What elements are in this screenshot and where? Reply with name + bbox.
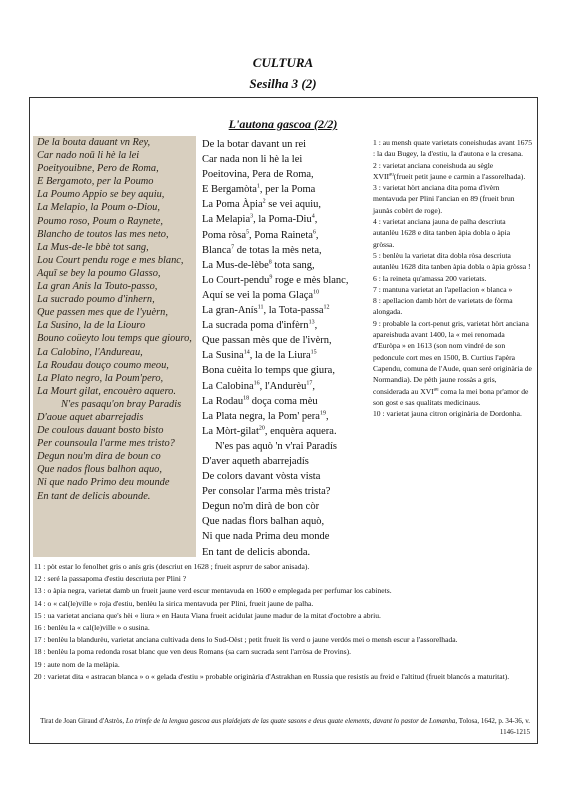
poem-line [202, 152, 370, 167]
footnote [34, 585, 534, 597]
poem-text: , l'Andurèu [259, 380, 307, 392]
footnote-ref: 7 [231, 244, 235, 251]
poem-text: Poma ròsa [202, 229, 247, 241]
footnote-text: 10 : varietat jauna citron originària de Dordonha. [373, 409, 522, 419]
footnote-ref: 2 [262, 198, 266, 205]
poem-text: doça coma mèu [249, 395, 318, 407]
poem-text: , [314, 214, 318, 226]
footnote-text: 17 : benlèu la blandurèu, varietat anciana cultivada dens lo Sud-Oèst ; petit frueit lis verd o jaune verdós mei o mensh escur a l'assorelhada. [34, 635, 458, 645]
scan-line: Per counsoula l'arme mes tristo? [37, 438, 175, 450]
scan-line: E Bergamoto, per la Poumo [37, 176, 154, 188]
footnote [34, 659, 534, 671]
original-text-scan [33, 136, 196, 557]
scan-line: La Plato negro, la Poum'pero, [37, 372, 164, 384]
poem-line [202, 333, 370, 348]
poem-text: La Plata negra, la Pom' pera [202, 410, 320, 422]
poem-text: La Mus-de-lèbe [202, 259, 269, 271]
poem-line [202, 514, 370, 529]
footnote [34, 634, 534, 646]
scan-line: Car nado noū li hè la lei [37, 150, 140, 162]
footnote-ref: 20 [258, 425, 265, 432]
footnote-text: 12 : seré la passapoma d'estiu descriuta per Plini ? [34, 574, 187, 584]
poem-text: Car nada non li hè la lei [202, 154, 303, 166]
footnote-ref: 12 [323, 304, 330, 311]
poem-text: La Melapia [202, 214, 251, 226]
poem-text: se vei aquiu, [265, 199, 322, 211]
footnote-ref: 5 [246, 229, 250, 236]
poem-text: , [312, 380, 316, 392]
poem-line [202, 348, 370, 363]
footnote-sup: au [433, 387, 439, 392]
poem-text: La gran-Anís [202, 305, 258, 317]
poem-text: , enquèra aquera. [264, 425, 337, 437]
footnote-text: (frueit petit jaune e carmin a l'assorelhada). [393, 171, 526, 181]
poem-line [202, 137, 370, 152]
scan-line: De coulous dauant bosto bisto [37, 425, 164, 437]
footnote-text: 9 : probable la cort-penut gris, varietat hòrt anciana apareishuda avant 1400, la « mei renomada d'Euròpa » en 1613 (son nom vindré de son pedoncule cort mes en 1500, B. Curtius l'apèra Capendu, comuna de l'Aude, quan seré originària de Normandia). De pèth jaune rossàs a gris, considerada au XVI [373, 318, 532, 396]
poem-line [202, 499, 370, 514]
poem-line [202, 379, 370, 394]
footnote-text: 18 : benlèu la poma redonda rosat blanc que ven deus Romans (sa carn sucrada sent l'arròsa de Provins). [34, 647, 352, 657]
poem-line [202, 529, 370, 544]
footnote [373, 250, 533, 273]
footnote-ref: 17 [306, 380, 313, 386]
poem-line [202, 439, 370, 454]
scan-line: La Susino, la de la Liouro [37, 320, 146, 332]
poem-line [202, 545, 370, 560]
footnote-ref: 4 [311, 213, 315, 220]
scan-line: Poumo roso, Poum o Raynete, [37, 215, 164, 227]
poem-line [202, 288, 370, 303]
poem-text: , [315, 229, 319, 241]
poem-line [202, 454, 370, 469]
footnote-ref: 11 [257, 304, 264, 311]
footnote [34, 561, 534, 573]
footnote-text: 19 : aute nom de la melàpia. [34, 659, 120, 669]
poem-text: E Bergamòta [202, 184, 257, 196]
poem-text: D'aver aqueth abarrejadís [202, 455, 309, 467]
footnote [373, 408, 533, 419]
footnote-text: 11 : pòt estar lo fenolhet gris o anís gris (descriut en 1628 ; frueit aspruт de sabor anisada). [34, 562, 310, 571]
footnote-ref: 9 [269, 274, 273, 281]
footnote-text: 14 : o « cal(le)ville » roja d'estiu, benlèu la sirica mentavuda per Plini, frueit jaune de palha. [34, 598, 314, 608]
poem-text: N'es pas aquò 'n v'rai Paradís [215, 440, 338, 452]
poem-line [202, 363, 370, 378]
scan-line: La Poumo Appio se bey aquiu, [37, 189, 165, 201]
footnote [373, 318, 533, 408]
poem-text: Bona cuèita lo temps que giura, [202, 365, 335, 377]
footnote-text: 5 : benlèu la varietat dita dobla ròsa descriuta autanlèu 1628 dita tanben àpia dobla o àpia gròssa ! [373, 250, 531, 272]
source-citation [40, 716, 530, 738]
poem-text: Que passan mès que de l'ivèrn, [202, 335, 332, 347]
poem-text: , [325, 410, 329, 422]
footnote [34, 671, 534, 683]
poem-line [202, 409, 370, 424]
poem-text: , [314, 320, 318, 332]
poem-line [202, 243, 370, 258]
scan-line: Poeityouibne, Pero de Roma, [37, 163, 159, 175]
poem-transcription [202, 137, 370, 560]
footnote-text: coma la mei bona pr'amor de son gost e sas qualitats medicinaus. [373, 386, 529, 407]
footnote [373, 284, 533, 295]
scan-line: Que passen mes que de l'yuèrn, [37, 307, 168, 319]
scan-line: La Mus-de-le bbè tot sang, [37, 241, 149, 253]
poem-line [202, 228, 370, 243]
poem-title: L'autona gascoa (2/2) [228, 117, 338, 131]
session-title: Sesilha 3 (2) [249, 76, 317, 91]
source-suffix: , Tolosa, 1642, p. 34-36, v. 1146-1215 [455, 717, 530, 736]
poem-line [202, 197, 370, 212]
poem-text: de totas la mès neta, [234, 244, 322, 256]
poem-line [202, 182, 370, 197]
footnote [373, 160, 533, 183]
scan-line: La sucrado poumo d'inhern, [37, 294, 155, 306]
poem-text: , per la Poma [259, 184, 316, 196]
footnote-text: 6 : la reineta qu'amassa 200 varietats. [373, 273, 487, 283]
poem-text: De la botar davant un rei [202, 139, 307, 150]
scan-line: La Mourt gilat, encouèro aquero. [37, 385, 176, 397]
footnote-sup: au [389, 172, 394, 178]
scan-line: Aquī se bey la poumo Glasso, [37, 267, 161, 279]
scan-line: Bouno coüeyto lou temps que giouro, [37, 333, 192, 345]
scan-line: Que nados flous balhon aquo, [37, 464, 162, 476]
footnote [373, 182, 533, 216]
scan-line: De la bouta dauant vn Rey, [37, 137, 151, 148]
poem-text: Per consolar l'arma mès trista? [202, 486, 331, 498]
poem-text: La Poma Àpia [202, 199, 263, 211]
poem-text: , la Tota-passa [263, 305, 324, 317]
footnote-ref: 18 [243, 395, 250, 402]
poem-text: La sucrada poma d'infèrn [202, 320, 309, 332]
footnote [373, 137, 533, 160]
scan-line: Ni que nado Primo deu mounde [37, 477, 170, 489]
scan-line: La Melapio, la Poum o-Diou, [37, 202, 160, 214]
footnote [34, 598, 534, 610]
poem-text: De colors davant vòsta vista [202, 471, 321, 483]
footnote-ref: 16 [253, 380, 260, 386]
footnote [34, 646, 534, 658]
poem-text: tota sang, [271, 259, 315, 271]
footnote-ref: 6 [312, 229, 316, 236]
poem-text: Blanca [202, 244, 232, 256]
footnote-ref: 14 [243, 349, 250, 356]
footnote-ref: 1 [256, 183, 260, 190]
footnote-ref: 8 [268, 259, 272, 266]
footnote [373, 295, 533, 318]
footnote-text: 20 : varietat dita « astracan blanca » o « gelada d'estiu » probable originària d'Astrakhan en Russia que resistís au freid e l'altitud (frueit blancós a maturitat). [34, 671, 510, 681]
scan-line: Lou Court pendu roge e mes blanc, [37, 254, 184, 266]
footnotes-right [373, 137, 533, 419]
poem-line [202, 273, 370, 288]
poem-line [202, 303, 370, 318]
poem-text: roge e mès blanc, [272, 274, 349, 286]
poem-line [202, 212, 370, 227]
poem-text: La Susina [202, 350, 244, 362]
poem-line [202, 394, 370, 409]
footnote [34, 622, 534, 634]
poem-text: Que nadas flors balhan aquò, [202, 516, 325, 528]
footnote [373, 273, 533, 284]
footnote-text: 13 : o àpia negra, varietat damb un frueit jaune verd escur mentavuda en 1600 e emplegada per perfumar los cabinets. [34, 586, 392, 596]
poem-text: Degun no'm dirà de bon còr [202, 501, 320, 513]
scan-line: Degun nou'm dira de boun co [37, 451, 161, 463]
footnote-text: 4 : varietat anciana jauna de palha descriuta autanlèu 1628 e dita tanben àpia dobla o àpia gròssa. [373, 217, 511, 249]
poem-text: , la Poma-Diu [253, 214, 312, 226]
scan-line: D'aoue aquet abarrejadis [37, 411, 144, 423]
poem-text: , Poma Raineta [249, 229, 313, 241]
footnote-text: 16 : benlèu la « cal(le)ville » o susina. [34, 623, 150, 633]
poem-line [202, 258, 370, 273]
footnote [373, 216, 533, 250]
footnote-text: 2 : varietat anciana coneishuda au sègle XVII [373, 160, 494, 181]
poem-text: , la de la Liura [249, 350, 311, 362]
poem-text: La Rodau [202, 395, 244, 407]
poem-text: Aquí se vei la poma Glaça [202, 289, 314, 301]
scan-line: En tant de delicis abounde. [37, 490, 151, 502]
footnote-ref: 13 [308, 319, 315, 326]
footnote-text: 7 : mantuna varietat an l'apellacion « blanca » [373, 284, 513, 294]
section-title: CULTURA [252, 55, 314, 70]
poem-text: La Calobina [202, 380, 254, 392]
poem-line [202, 167, 370, 182]
scan-line: La Calobino, l'Andureau, [37, 346, 143, 358]
footnote-text: 3 : varietat hòrt anciana dita poma d'ivèrn mentavuda per Plini l'ancian en 89 (frueit brun jaunàs cobèrt de roge). [373, 183, 515, 215]
poem-line [202, 318, 370, 333]
footnote [34, 610, 534, 622]
poem-line [202, 469, 370, 484]
poem-line [202, 484, 370, 499]
source-prefix: Tirat de Joan Giraud d'Astròs, [40, 717, 126, 725]
scan-line: La gran Anis la Touto-passo, [37, 281, 158, 293]
scan-line: Blancho de toutos las mes neto, [37, 228, 169, 240]
source-book-title: Lo trimfe de la lengua gascoa aus plaidejats de las quate sasons e deus quate elements, davant lo pastor de Lomanha [125, 717, 456, 725]
footnotes-bottom [34, 561, 534, 683]
poem-text: Lo Court-pendu [202, 274, 270, 286]
footnote-ref: 15 [310, 349, 317, 356]
footnote-ref: 19 [319, 410, 326, 417]
footnote-text: 1 : au mensh quate varietats coneishudas avant 1675 : la dau Bugey, la d'estiu, la d'autona e la cresana. [373, 138, 533, 159]
footnote-text: 15 : ua varietat anciana que's hèi « liura » en Hauta Viana frueit acidulat jaune madur de la mitat d'octobre a abriu. [34, 610, 381, 620]
poem-text: Poeitovina, Pera de Roma, [202, 169, 314, 181]
scan-line: N'es pasaqu'on bray Paradis [61, 398, 182, 410]
poem-text: Ni que nada Prima deu monde [202, 531, 330, 543]
scan-line: La Roudau douço coumo meou, [37, 359, 169, 371]
poem-text: En tant de delicis abonda. [202, 546, 311, 558]
footnote [34, 573, 534, 585]
poem-line [202, 424, 370, 439]
poem-text: La Mòrt-gilat [202, 425, 259, 437]
footnote-text: 8 : apellacion damb hòrt de varietats de fòrma alongada. [373, 296, 513, 317]
footnote-ref: 3 [250, 213, 254, 220]
footnote-ref: 10 [313, 289, 320, 296]
